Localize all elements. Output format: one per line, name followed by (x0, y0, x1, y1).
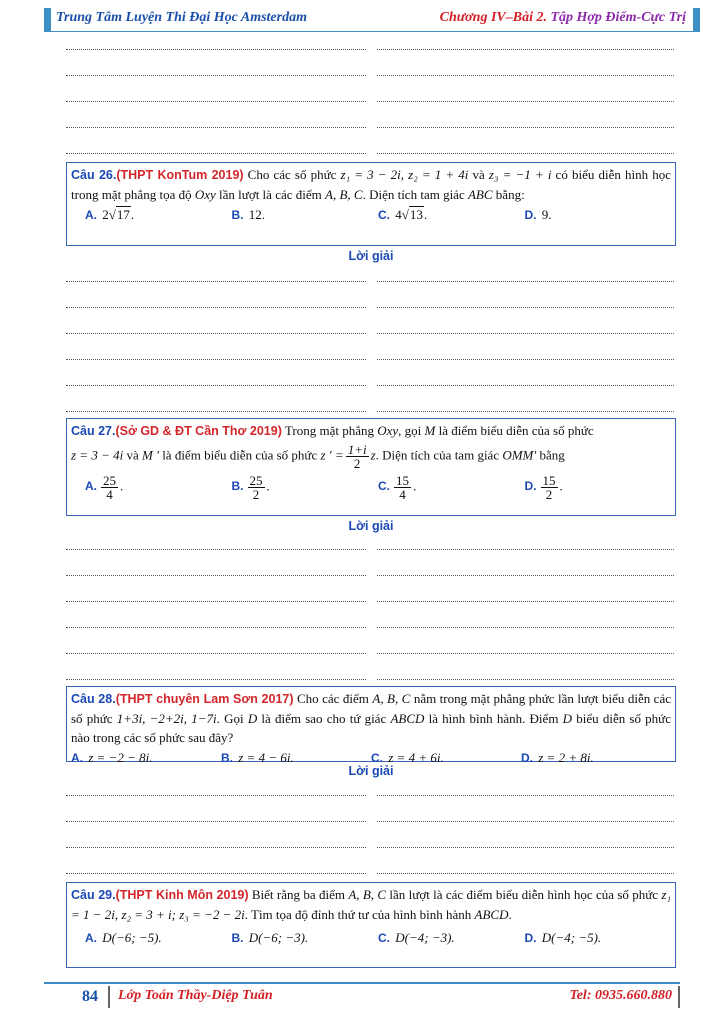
page-number: 84 (82, 988, 98, 1005)
q27-source: (Sở GD & ĐT Cần Thơ 2019) (115, 424, 282, 438)
question-27: Câu 27.(Sở GD & ĐT Cần Thơ 2019) Trong mặt phẳng Oxy, gọi M là điểm biểu diễn của số phức z = 3 − 4i và M ′ là điểm biểu diễn của số phức z ′ = $\frac{1+i}{2}$ z. Diện tích của tam giác OMM′ bằng A. $\frac{25}{4}$ . B. $\frac{25}{2}$ . C. $\frac{15}{4}$ . D. $\frac{15}{2}$ . (66, 418, 676, 516)
q27-option-d: D. $\frac{15}{2}$ . (524, 473, 563, 502)
answer-lines-top (66, 30, 674, 160)
q29-label: Câu 29. (71, 888, 116, 902)
q26-label: Câu 26. (71, 168, 117, 182)
footer-class-name: Lớp Toán Thầy-Diệp Tuân (118, 988, 273, 1003)
q27-option-a: A. $\frac{25}{4}$ . (85, 473, 124, 502)
header-bar-left (44, 8, 51, 32)
q28-option-c: C. z = 4 + 6i. (371, 750, 444, 765)
page-header (44, 8, 700, 30)
header-center-name: Trung Tâm Luyện Thi Đại Học Amsterdam (56, 10, 307, 25)
footer-separator-left (108, 986, 110, 1008)
footer-separator-right (678, 986, 680, 1008)
q29-option-a: A. D(−6; −5). (85, 930, 162, 945)
q27-fraction: $\frac{1+i}{2}$ (347, 442, 367, 471)
question-26: Câu 26.(THPT KonTum 2019) Cho các số phức z₁ = 3 − 2i, z₂ = 1 + 4i và z₃ = −1 + i có biểu diễn hình học trong mặt phẳng tọa độ Oxy lần lượt là các điểm A, B, C. Diện tích tam giác ABC bằng: A. 2√17. B. 12. C. 4√13. D. 9. (66, 162, 676, 246)
header-bar-right (693, 8, 700, 32)
q29-option-d: D. D(−4; −5). (524, 930, 602, 945)
answer-lines-q27 (66, 530, 674, 686)
q29-option-b: B. D(−6; −3). (231, 930, 309, 945)
q26-options (71, 205, 671, 225)
header-topic: Tập Hợp Điểm-Cực Trị (550, 10, 686, 25)
q28-option-b: B. z = 4 − 6i. (221, 750, 294, 765)
q27-solution-heading: Lời giải (348, 519, 394, 533)
q27-label: Câu 27. (71, 424, 116, 438)
answer-lines-q28 (66, 776, 674, 880)
q27-option-b: B. $\frac{25}{2}$ . (231, 473, 270, 502)
q26-option-b: B. 12. (231, 207, 265, 222)
header-chapter-label: Chương IV–Bài 2. (439, 10, 547, 25)
q26-source: (THPT KonTum 2019) (116, 168, 244, 182)
q28-source: (THPT chuyên Lam Sơn 2017) (115, 692, 294, 706)
q28-label: Câu 28. (71, 692, 116, 706)
q27-option-c: C. $\frac{15}{4}$ . (378, 473, 417, 502)
q28-solution-heading: Lời giải (348, 764, 394, 778)
q27-options (71, 474, 671, 501)
q29-options (71, 928, 671, 948)
q26-option-a: A. 2√17. (85, 207, 135, 222)
header-chapter (440, 10, 686, 26)
question-28: Câu 28.(THPT chuyên Lam Sơn 2017) Cho các điểm A, B, C nằm trong mặt phẳng phức lần lượt biểu diễn các số phức 1+3i, −2+2i, 1−7i. Gọi D là điểm sao cho tứ giác ABCD là hình bình hành. Điểm D biểu diễn số phức nào trong các số phức sau đây? A. z = −2 − 8i. B. z = 4 − 6i. C. z = 4 + 6i. D. z = 2 + 8i. (66, 686, 676, 762)
q26-solution-heading: Lời giải (348, 249, 394, 263)
footer-rule (44, 982, 680, 984)
page-footer (44, 982, 680, 1010)
q26-option-c: C. 4√13. (378, 207, 428, 222)
q28-option-a: A. z = −2 − 8i. (71, 750, 153, 765)
question-29: Câu 29.(THPT Kinh Môn 2019) Biết rằng ba điểm A, B, C lần lượt là các điểm biểu diễn hình học của số phức z₁ = 1 − 2i, z₂ = 3 + i; z₃ = −2 − 2i. Tìm tọa độ đỉnh thứ tư của hình bình hành ABCD. A. D(−6; −5). B. D(−6; −3). C. D(−4; −3). D. D(−4; −5). (66, 882, 676, 968)
q26-option-d: D. 9. (524, 207, 552, 222)
q29-option-c: C. D(−4; −3). (378, 930, 455, 945)
footer-phone: Tel: 0935.660.880 (569, 988, 672, 1003)
q29-source: (THPT Kinh Môn 2019) (115, 888, 249, 902)
answer-lines-q26 (66, 262, 674, 418)
q28-option-d: D. z = 2 + 8i. (521, 750, 594, 765)
